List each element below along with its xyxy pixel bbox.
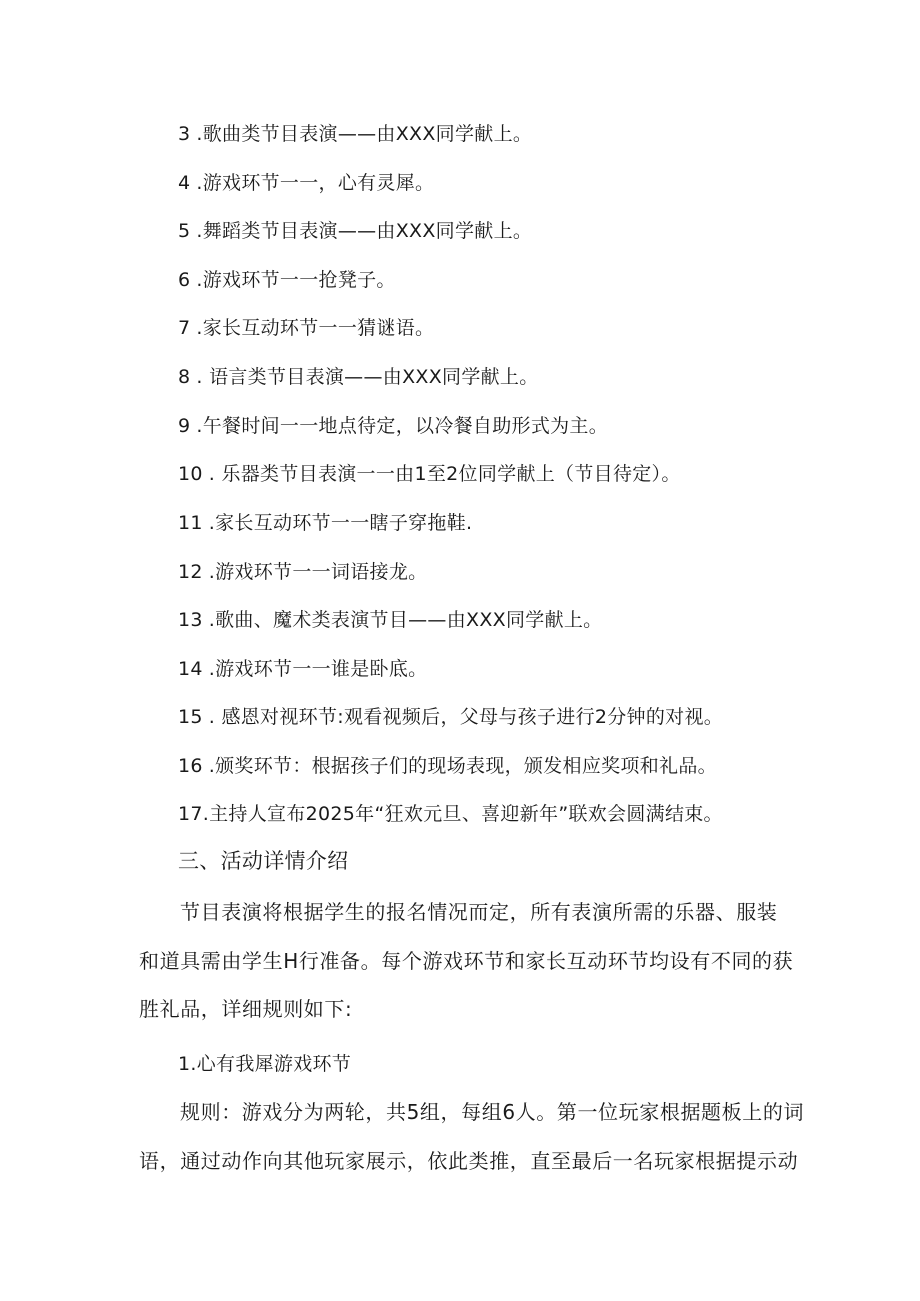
item-number: 4 xyxy=(178,172,191,194)
sub-heading: 1.心有我犀游戏环节 xyxy=(178,1053,352,1075)
item-text: .游戏环节一一抢凳子。 xyxy=(196,269,396,291)
intro-paragraph-line-1: 节目表演将根据学生的报名情况而定，所有表演所需的乐器、服装 xyxy=(180,900,778,924)
agenda-item-15 xyxy=(178,704,723,730)
agenda-item-16 xyxy=(178,753,717,779)
item-text: .午餐时间一一地点待定，以冷餐自助形式为主。 xyxy=(196,415,609,437)
agenda-item-5 xyxy=(178,218,532,244)
item-text: .歌曲、魔术类表演节目——由XXX同学献上。 xyxy=(208,609,603,631)
item-text: .家长互动环节一一瞎子穿拖鞋. xyxy=(208,512,473,534)
rule-paragraph-line-1: 规则：游戏分为两轮，共5组，每组6人。第一位玩家根据题板上的词 xyxy=(180,1100,805,1124)
item-text: .颁奖环节：根据孩子们的现场表现，颁发相应奖项和礼品。 xyxy=(208,755,717,777)
intro-paragraph-line-3: 胜礼品，详细规则如下: xyxy=(139,997,353,1021)
item-number: 9 xyxy=(178,415,191,437)
item-number: 16 xyxy=(178,755,203,777)
agenda-item-4 xyxy=(178,170,434,196)
agenda-item-7 xyxy=(178,315,434,341)
item-number: 15 xyxy=(178,706,203,728)
item-number: 6 xyxy=(178,269,191,291)
item-text: . 乐器类节目表演一一由1至2位同学献上（节目待定）。 xyxy=(208,463,681,485)
agenda-item-12 xyxy=(178,559,427,585)
agenda-item-3 xyxy=(178,121,532,147)
item-number: 11 xyxy=(178,512,203,534)
agenda-item-8 xyxy=(178,364,539,390)
item-number: 13 xyxy=(178,609,203,631)
item-number: 5 xyxy=(178,220,191,242)
intro-paragraph-line-2: 和道具需由学生H行准备。每个游戏环节和家长互动环节均设有不同的获 xyxy=(139,949,794,973)
item-number: 7 xyxy=(178,317,191,339)
agenda-item-14 xyxy=(178,656,427,682)
section-heading: 三、活动详情介绍 xyxy=(178,849,349,873)
agenda-item-13 xyxy=(178,607,602,633)
item-text: . 语言类节目表演——由XXX同学献上。 xyxy=(196,366,539,388)
item-number: 3 xyxy=(178,123,191,145)
agenda-item-9 xyxy=(178,413,608,439)
item-text: .游戏环节一一，心有灵犀。 xyxy=(196,172,435,194)
item-text: . 感恩对视环节:观看视频后，父母与孩子进行2分钟的对视。 xyxy=(208,706,724,728)
item-text: .家长互动环节一一猜谜语。 xyxy=(196,317,435,339)
item-number: 14 xyxy=(178,658,203,680)
agenda-item-11 xyxy=(178,510,472,536)
agenda-item-6 xyxy=(178,267,396,293)
item-number: 8 xyxy=(178,366,191,388)
item-text: .游戏环节一一词语接龙。 xyxy=(208,561,428,583)
item-number: 12 xyxy=(178,561,203,583)
item-text: .歌曲类节目表演——由XXX同学献上。 xyxy=(196,123,533,145)
agenda-item-10 xyxy=(178,461,681,487)
item-text: .游戏环节一一谁是卧底。 xyxy=(208,658,428,680)
rule-paragraph-line-2: 语，通过动作向其他玩家展示，依此类推，直至最后一名玩家根据提示动 xyxy=(139,1149,799,1173)
item-number: 10 xyxy=(178,463,203,485)
agenda-item-17: 17.主持人宣布2025年“狂欢元旦、喜迎新年”联欢会圆满结束。 xyxy=(178,803,723,825)
item-text: .舞蹈类节目表演——由XXX同学献上。 xyxy=(196,220,533,242)
